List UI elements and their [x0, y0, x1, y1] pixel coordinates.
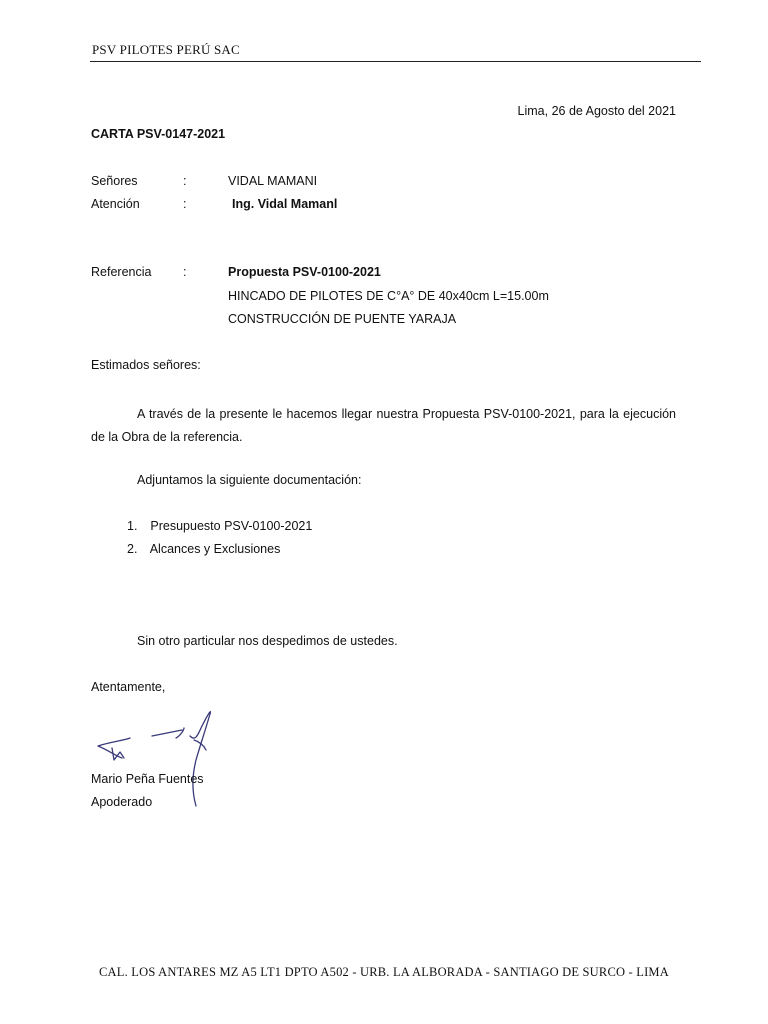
- company-header: PSV PILOTES PERÚ SAC: [92, 42, 240, 57]
- referencia-value: Propuesta PSV-0100-2021: [228, 265, 381, 279]
- closing-line: Sin otro particular nos despedimos de ustedes.: [137, 634, 398, 648]
- referencia-colon: :: [183, 265, 187, 279]
- senores-label: Señores: [91, 174, 138, 188]
- atencion-label: Atención: [91, 197, 140, 211]
- atencion-colon: :: [183, 197, 187, 211]
- referencia-label: Referencia: [91, 265, 152, 279]
- footer-address: CAL. LOS ANTARES MZ A5 LT1 DPTO A502 - URB. LA ALBORADA - SANTIAGO DE SURCO - LIMA: [99, 965, 669, 979]
- list-item-text: Presupuesto PSV-0100-2021: [150, 519, 313, 533]
- letter-date: Lima, 26 de Agosto del 2021: [517, 104, 676, 118]
- senores-value: VIDAL MAMANI: [228, 174, 318, 188]
- header-rule: [90, 61, 701, 62]
- sign-off: Atentamente,: [91, 680, 166, 694]
- list-item: [127, 542, 280, 556]
- referencia-line-3: CONSTRUCCIÓN DE PUENTE YARAJA: [228, 312, 457, 326]
- list-item-number: 2.: [127, 542, 138, 556]
- atencion-value: Ing. Vidal Mamanl: [232, 197, 338, 211]
- signer-name: Mario Peña Fuentes: [91, 772, 204, 786]
- body-paragraph: A través de la presente le hacemos llegar nuestra Propuesta PSV-0100-2021, para la ejecución de la Obra de la referencia.: [91, 407, 676, 444]
- greeting: Estimados señores:: [91, 358, 201, 372]
- signer-title: Apoderado: [91, 795, 153, 809]
- list-item: [127, 519, 312, 533]
- senores-colon: :: [183, 174, 187, 188]
- attachments-intro: Adjuntamos la siguiente documentación:: [137, 473, 362, 487]
- referencia-line-2: HINCADO DE PILOTES DE C°A° DE 40x40cm L=15.00m: [228, 289, 549, 303]
- list-item-text: Alcances y Exclusiones: [149, 542, 281, 556]
- list-item-number: 1.: [127, 519, 138, 533]
- letter-reference-code: CARTA PSV-0147-2021: [91, 127, 226, 141]
